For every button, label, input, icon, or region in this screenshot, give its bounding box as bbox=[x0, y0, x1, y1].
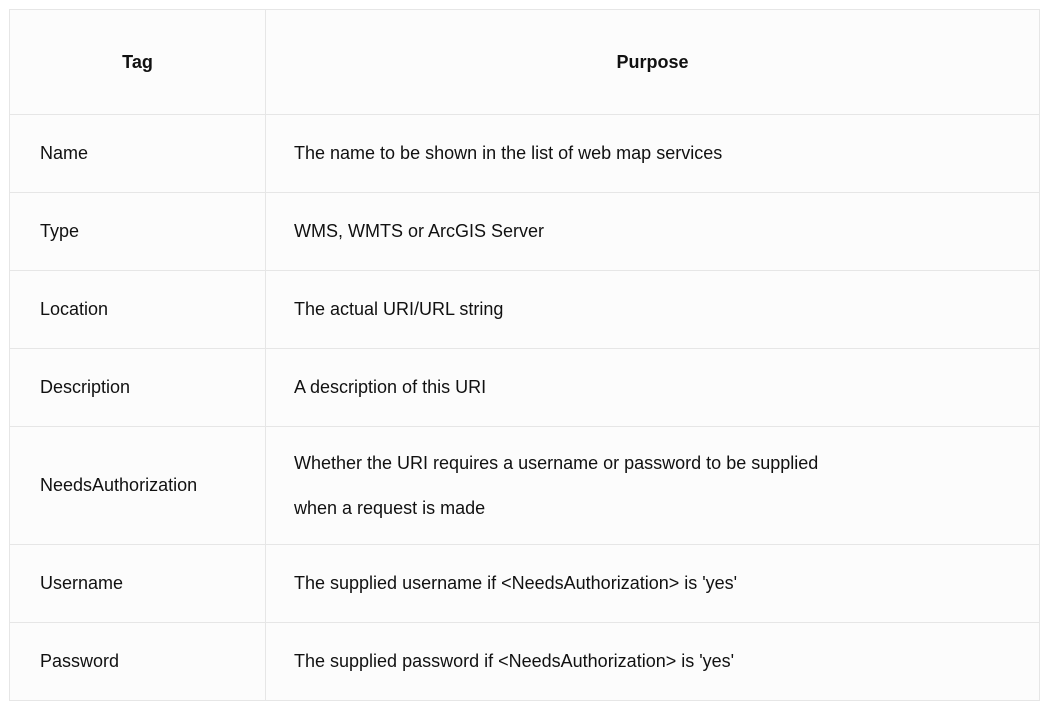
cell-purpose-line: The actual URI/URL string bbox=[294, 299, 504, 320]
cell-purpose bbox=[266, 193, 1040, 271]
table-row bbox=[10, 427, 1040, 545]
cell-purpose bbox=[266, 623, 1040, 701]
cell-tag: Location bbox=[10, 271, 266, 349]
column-header-tag: Tag bbox=[10, 10, 266, 115]
cell-tag: Type bbox=[10, 193, 266, 271]
table-header bbox=[10, 10, 1040, 115]
table-row bbox=[10, 115, 1040, 193]
cell-purpose-line: Whether the URI requires a username or password to be supplied bbox=[294, 453, 819, 474]
table-body bbox=[10, 115, 1040, 701]
column-header-purpose: Purpose bbox=[266, 10, 1040, 115]
cell-tag: Password bbox=[10, 623, 266, 701]
cell-tag: Description bbox=[10, 349, 266, 427]
table-row bbox=[10, 271, 1040, 349]
cell-purpose bbox=[266, 271, 1040, 349]
cell-purpose-line: The supplied username if <NeedsAuthorization> is 'yes' bbox=[294, 573, 738, 594]
cell-purpose bbox=[266, 427, 1040, 545]
cell-tag: Username bbox=[10, 545, 266, 623]
table-header-row bbox=[10, 10, 1040, 115]
cell-purpose bbox=[266, 115, 1040, 193]
table-row bbox=[10, 193, 1040, 271]
cell-purpose-line: A description of this URI bbox=[294, 377, 487, 398]
table-row bbox=[10, 623, 1040, 701]
cell-purpose bbox=[266, 349, 1040, 427]
cell-purpose-line: WMS, WMTS or ArcGIS Server bbox=[294, 221, 545, 242]
cell-tag: NeedsAuthorization bbox=[10, 427, 266, 545]
table-row bbox=[10, 545, 1040, 623]
cell-purpose bbox=[266, 545, 1040, 623]
cell-purpose-line-2: when a request is made bbox=[294, 497, 486, 518]
tag-purpose-table bbox=[9, 9, 1040, 701]
cell-purpose-line: The supplied password if <NeedsAuthorization> is 'yes' bbox=[294, 651, 735, 672]
cell-tag: Name bbox=[10, 115, 266, 193]
spec-table-container bbox=[9, 9, 1039, 697]
cell-purpose-line: The name to be shown in the list of web map services bbox=[294, 143, 723, 164]
table-row bbox=[10, 349, 1040, 427]
